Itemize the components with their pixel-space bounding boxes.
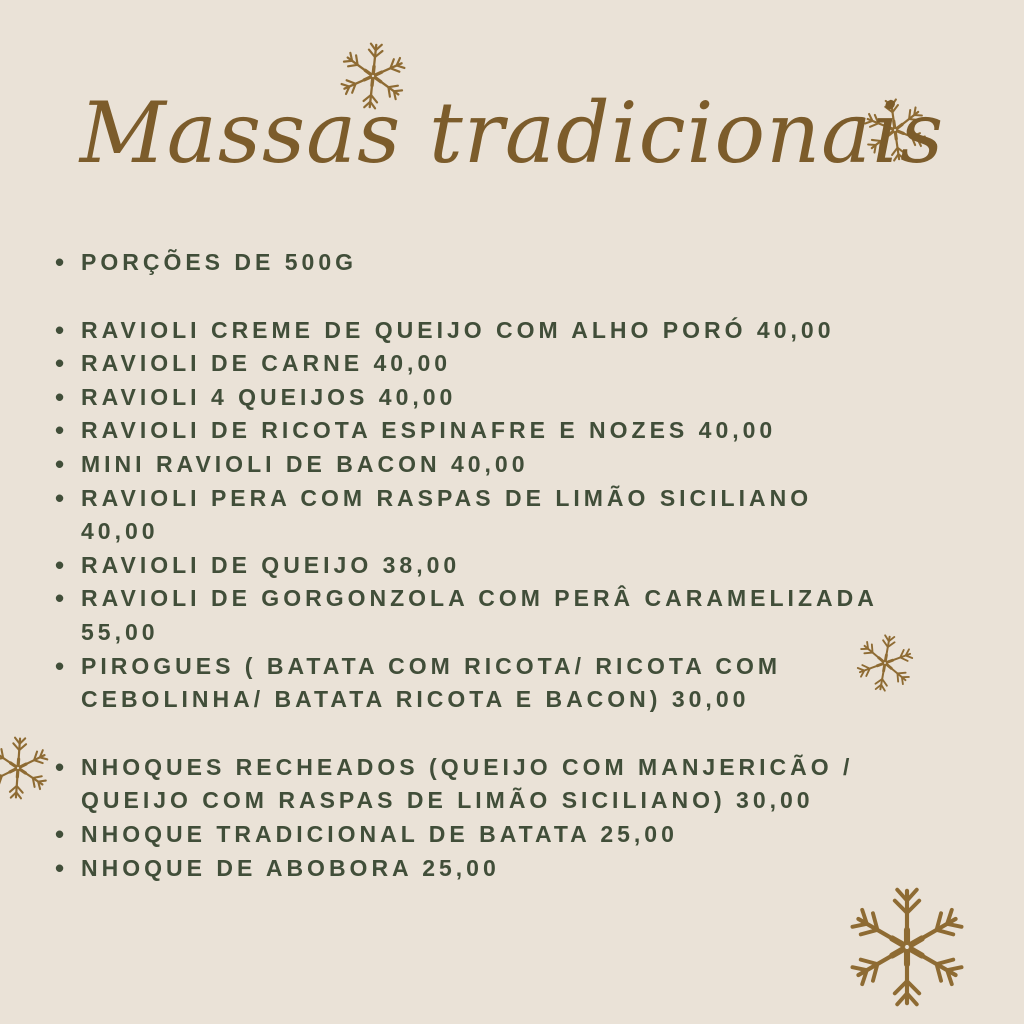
menu-item-text: PIROGUES ( BATATA COM RICOTA/ RICOTA COM (81, 652, 782, 679)
menu-item (55, 549, 1005, 583)
menu-item-continuation (55, 515, 1005, 549)
menu-section-ravioli (55, 314, 1005, 717)
menu-item-continuation (55, 784, 1005, 818)
bullet-dot: • (55, 549, 65, 580)
menu-item-text: PORÇÕES DE 500G (81, 249, 358, 275)
menu-item-text: RAVIOLI 4 QUEIJOS 40,00 (81, 383, 457, 410)
menu-section-nhoque (55, 751, 1005, 885)
menu-item-text: 55,00 (81, 618, 159, 645)
menu-item-text: RAVIOLI PERA COM RASPAS DE LIMÃO SICILIANO (81, 484, 813, 511)
menu-item (55, 314, 1005, 348)
menu-item (55, 347, 1005, 381)
menu-item-continuation (55, 616, 1005, 650)
bullet-dot: • (55, 247, 65, 277)
snowflake-icon (846, 886, 968, 1008)
menu-item-text: QUEIJO COM RASPAS DE LIMÃO SICILIANO) 30,00 (81, 787, 814, 814)
menu-item-text: 40,00 (81, 518, 159, 545)
bullet-dot: • (55, 650, 65, 681)
menu-item (55, 246, 1005, 280)
menu-item-text: RAVIOLI DE QUEIJO 38,00 (81, 551, 461, 578)
bullet-dot: • (55, 482, 65, 513)
bullet-dot: • (55, 314, 65, 345)
menu-item-text: MINI RAVIOLI DE BACON 40,00 (81, 450, 529, 477)
menu-item-text: CEBOLINHA/ BATATA RICOTA E BACON) 30,00 (81, 686, 750, 713)
bullet-dot: • (55, 415, 65, 446)
menu-item (55, 414, 1005, 448)
menu-item-text: RAVIOLI DE GORGONZOLA COM PERÂ CARAMELIZADA (81, 585, 878, 612)
menu-item-text: NHOQUE DE ABOBORA 25,00 (81, 854, 500, 881)
menu-item-text: NHOQUE TRADICIONAL DE BATATA 25,00 (81, 820, 678, 847)
bullet-dot: • (55, 448, 65, 479)
menu-section-portion (55, 246, 1005, 280)
bullet-dot: • (55, 348, 65, 379)
menu-item (55, 751, 1005, 785)
menu-item-text: RAVIOLI DE CARNE 40,00 (81, 350, 452, 377)
menu-item (55, 818, 1005, 852)
menu-item-text: NHOQUES RECHEADOS (QUEIJO COM MANJERICÃO / (81, 753, 854, 780)
menu-list (55, 246, 1005, 885)
menu-item-text: RAVIOLI DE RICOTA ESPINAFRE E NOZES 40,00 (81, 417, 777, 444)
menu-item (55, 381, 1005, 415)
menu-item-text: RAVIOLI CREME DE QUEIJO COM ALHO PORÓ 40,00 (81, 316, 835, 343)
snowflake-icon (0, 734, 52, 802)
menu-item (55, 650, 1005, 684)
bullet-dot: • (55, 852, 65, 883)
menu-item (55, 582, 1005, 616)
page-title: Massas tradicionais (79, 84, 945, 182)
bullet-dot: • (55, 583, 65, 614)
bullet-dot: • (55, 751, 65, 782)
menu-item (55, 448, 1005, 482)
menu-item (55, 852, 1005, 886)
menu-item-continuation (55, 683, 1005, 717)
menu-item (55, 482, 1005, 516)
bullet-dot: • (55, 818, 65, 849)
bullet-dot: • (55, 381, 65, 412)
